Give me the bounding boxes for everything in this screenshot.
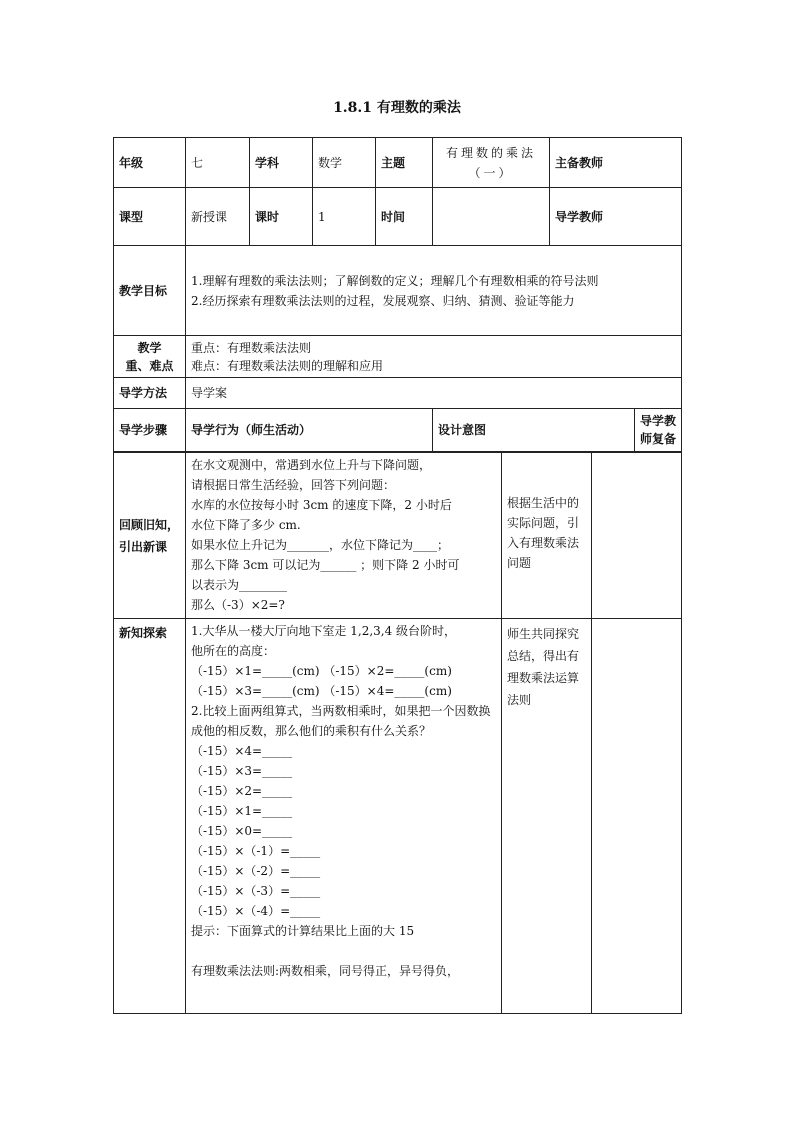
content-line: 有理数乘法法则:两数相乘，同号得正，异号得负， xyxy=(191,964,460,978)
type-value: 新授课 xyxy=(186,188,250,246)
section2-review xyxy=(592,619,682,1014)
section2-intent: 师生共同探究总结，得出有理数乘法运算法则 xyxy=(502,619,592,1014)
time-label: 时间 xyxy=(376,188,433,246)
subject-value: 数学 xyxy=(313,138,376,188)
content-line: （-15）×3=_____ xyxy=(191,764,293,778)
intent-header: 设计意图 xyxy=(433,409,635,452)
goal-line: 1.理解有理数的乘法法则；了解倒数的定义；理解几个有理数相乘的符号法则 xyxy=(191,273,599,288)
key-points-row xyxy=(114,336,682,378)
content-line: 那么下降 3cm 可以记为______ ；则下降 2 小时可 xyxy=(191,558,460,572)
goals-row xyxy=(114,246,682,336)
content-line: （-15）×（-1）=_____ xyxy=(191,844,321,858)
grade-label: 年级 xyxy=(114,138,186,188)
section1-content xyxy=(186,453,502,619)
key-points-label xyxy=(114,336,186,378)
section2-step: 新知探索 xyxy=(114,619,186,1014)
method-value: 导学案 xyxy=(186,378,682,409)
section2-content xyxy=(186,619,502,1014)
content-line: 提示：下面算式的计算结果比上面的大 15 xyxy=(191,924,415,938)
content-line: （-15）×（-3）=_____ xyxy=(191,884,321,898)
content-paragraph: 2.比较上面两组算式，当两数相乘时，如果把一个因数换成他的相反数，那么他们的乘积有什么关系？ xyxy=(191,704,491,738)
topic-label: 主题 xyxy=(376,138,433,188)
hours-value: 1 xyxy=(313,188,376,246)
lesson-steps-table xyxy=(113,452,682,1014)
key-label-line-1: 教学 xyxy=(137,340,162,355)
goal-line: 2.经历探索有理数乘法法则的过程，发展观察、归纳、猜测、验证等能力 xyxy=(191,293,575,308)
type-label: 课型 xyxy=(114,188,186,246)
section1-step: 回顾旧知，引出新课 xyxy=(114,453,186,619)
goals-content xyxy=(186,246,682,336)
blank-line xyxy=(191,941,496,961)
info-row-2 xyxy=(114,188,682,246)
method-row xyxy=(114,378,682,409)
document-title: 1.8.1 有理数的乘法 xyxy=(333,100,461,116)
content-line: 在水文观测中，常遇到水位上升与下降问题， xyxy=(191,458,432,472)
content-line: （-15）×1=_____ xyxy=(191,804,293,818)
content-line: 他所在的高度： xyxy=(191,644,276,658)
review-header: 导学教师复备 xyxy=(635,409,682,452)
review-section-row xyxy=(114,453,682,619)
content-line: （-15）×（-4）=_____ xyxy=(191,904,321,918)
grade-value: 七 xyxy=(186,138,250,188)
subject-label: 学科 xyxy=(250,138,313,188)
info-row-1 xyxy=(114,138,682,188)
focus-text: 重点：有理数乘法法则 xyxy=(191,340,312,355)
action-header: 导学行为（师生活动） xyxy=(186,409,433,452)
guide-teacher-label: 导学教师 xyxy=(550,188,682,246)
content-line: 请根据日常生活经验，回答下列问题： xyxy=(191,478,396,492)
goals-label: 教学目标 xyxy=(114,246,186,336)
time-value xyxy=(433,188,550,246)
explore-section-row xyxy=(114,619,682,1014)
step-header: 导学步骤 xyxy=(114,409,186,452)
column-header-row xyxy=(114,409,682,452)
content-line: 那么（-3）×2=? xyxy=(191,598,285,612)
lead-teacher-label: 主备教师 xyxy=(550,138,682,188)
content-line: （-15）×1=_____(cm) （-15）×2=_____(cm) xyxy=(191,664,452,678)
content-line: （-15）×（-2）=_____ xyxy=(191,864,321,878)
content-line: 以表示为________ xyxy=(191,578,288,592)
content-line: 1.大华从一楼大厅向地下室走 1,2,3,4 级台阶时， xyxy=(191,624,457,638)
topic-value: 有理数的乘法（一） xyxy=(433,138,550,188)
content-line: （-15）×0=_____ xyxy=(191,824,293,838)
content-line: （-15）×4=_____ xyxy=(191,744,293,758)
section1-intent: 根据生活中的实际问题，引入有理数乘法问题 xyxy=(502,453,592,619)
section1-review xyxy=(592,453,682,619)
difficulty-text: 难点：有理数乘法法则的理解和应用 xyxy=(191,358,384,373)
content-line: 水位下降了多少 cm. xyxy=(191,518,301,532)
lesson-plan-table xyxy=(113,137,682,452)
hours-label: 课时 xyxy=(250,188,313,246)
content-line: （-15）×2=_____ xyxy=(191,784,293,798)
key-label-line-2: 重、难点 xyxy=(125,358,174,373)
content-line: 水库的水位按每小时 3cm 的速度下降，2 小时后 xyxy=(191,498,452,512)
content-line: 如果水位上升记为_______，水位下降记为____； xyxy=(191,538,450,552)
method-label: 导学方法 xyxy=(114,378,186,409)
content-line: （-15）×3=_____(cm) （-15）×4=_____(cm) xyxy=(191,684,452,698)
key-points-content xyxy=(186,336,682,378)
